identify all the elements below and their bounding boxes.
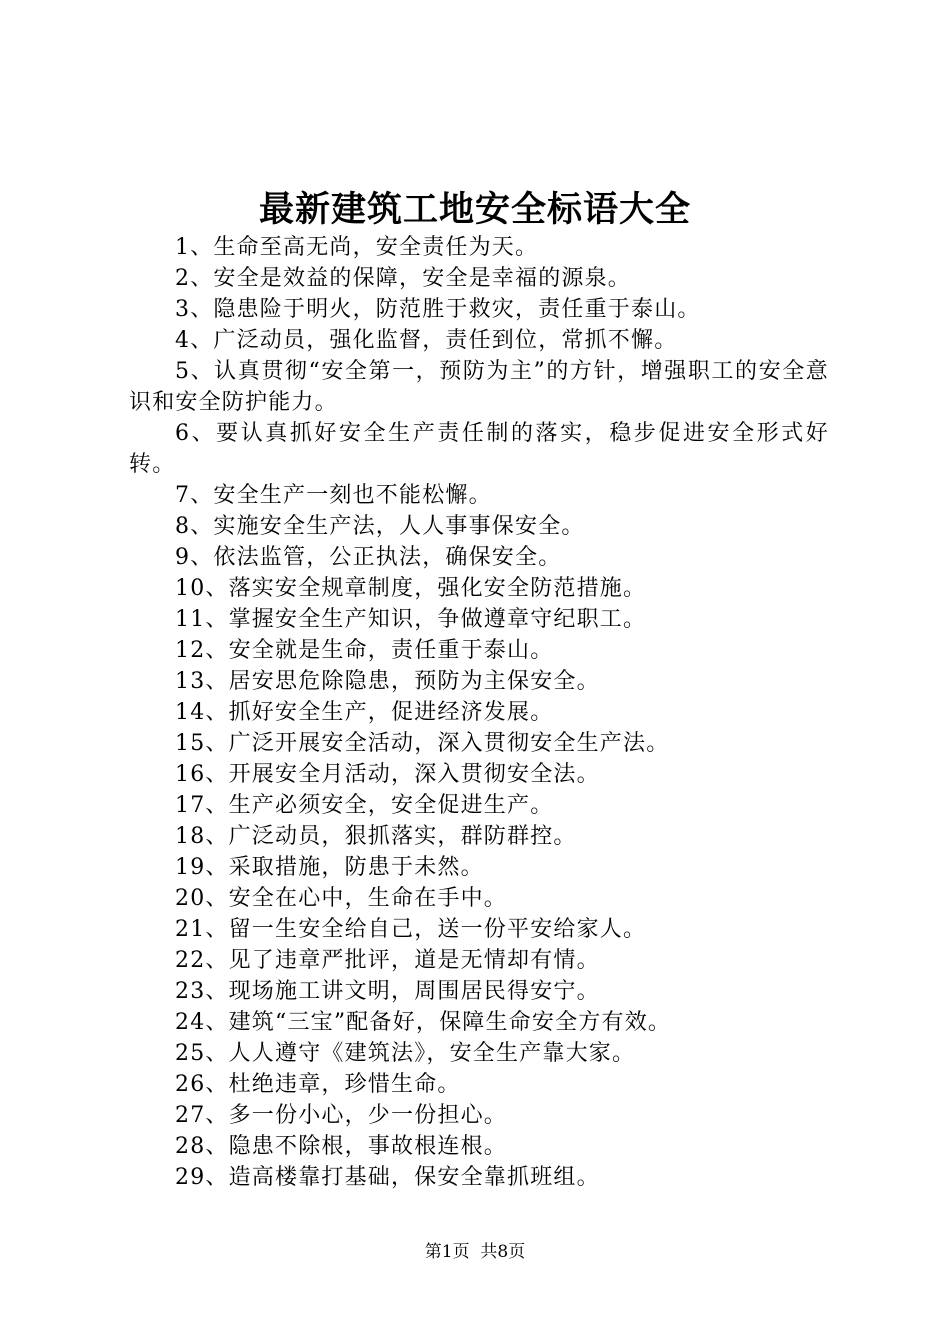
list-item: 18、广泛动员，狠抓落实，群防群控。 bbox=[175, 824, 577, 849]
list-item: 28、隐患不除根，事故根连根。 bbox=[175, 1134, 507, 1159]
list-item: 10、落实安全规章制度，强化安全防范措施。 bbox=[175, 576, 647, 601]
list-item: 25、人人遵守《建筑法》，安全生产靠大家。 bbox=[175, 1041, 636, 1066]
list-item: 14、抓好安全生产，促进经济发展。 bbox=[175, 700, 554, 725]
list-item: 16、开展安全月活动，深入贯彻安全法。 bbox=[175, 762, 600, 787]
list-item: 12、安全就是生命，责任重于泰山。 bbox=[175, 638, 554, 663]
list-item: 5、认真贯彻“安全第一，预防为主”的方针，增强职工的安全意识和安全防护能力。 bbox=[129, 359, 829, 415]
slogan-list bbox=[129, 232, 829, 1193]
list-item: 27、多一份小心，少一份担心。 bbox=[175, 1103, 507, 1128]
list-item: 1、生命至高无尚，安全责任为天。 bbox=[175, 235, 539, 260]
list-item: 23、现场施工讲文明，周围居民得安宁。 bbox=[175, 979, 600, 1004]
list-item: 6、要认真抓好安全生产责任制的落实，稳步促进安全形式好转。 bbox=[129, 421, 829, 477]
list-item: 7、安全生产一刻也不能松懈。 bbox=[175, 483, 492, 508]
list-item: 2、安全是效益的保障，安全是幸福的源泉。 bbox=[175, 266, 631, 291]
list-item: 11、掌握安全生产知识，争做遵章守纪职工。 bbox=[175, 607, 647, 632]
list-item: 19、采取措施，防患于未然。 bbox=[175, 855, 484, 880]
list-item: 24、建筑“三宝”配备好，保障生命安全方有效。 bbox=[175, 1010, 672, 1035]
list-item: 22、见了违章严批评，道是无情却有情。 bbox=[175, 948, 600, 973]
list-item: 9、依法监管，公正执法，确保安全。 bbox=[175, 545, 562, 570]
page-total: 共8页 bbox=[480, 1242, 526, 1262]
list-item: 8、实施安全生产法，人人事事保安全。 bbox=[175, 514, 585, 539]
list-item: 15、广泛开展安全活动，深入贯彻安全生产法。 bbox=[175, 731, 670, 756]
list-item: 26、杜绝违章，珍惜生命。 bbox=[175, 1072, 461, 1097]
footer-spacer bbox=[470, 1242, 481, 1262]
list-item: 13、居安思危除隐患，预防为主保安全。 bbox=[175, 669, 600, 694]
list-item: 29、造高楼靠打基础，保安全靠抓班组。 bbox=[175, 1165, 600, 1190]
list-item: 3、隐患险于明火，防范胜于救灾，责任重于泰山。 bbox=[175, 297, 701, 322]
page-number: 第1页 bbox=[424, 1242, 470, 1262]
list-item: 20、安全在心中，生命在手中。 bbox=[175, 886, 507, 911]
document-title: 最新建筑工地安全标语大全 bbox=[258, 189, 691, 230]
list-item: 21、留一生安全给自己，送一份平安给家人。 bbox=[175, 917, 647, 942]
list-item: 4、广泛动员，强化监督，责任到位，常抓不懈。 bbox=[175, 328, 678, 353]
list-item: 17、生产必须安全，安全促进生产。 bbox=[175, 793, 554, 818]
page-footer bbox=[0, 1240, 950, 1264]
